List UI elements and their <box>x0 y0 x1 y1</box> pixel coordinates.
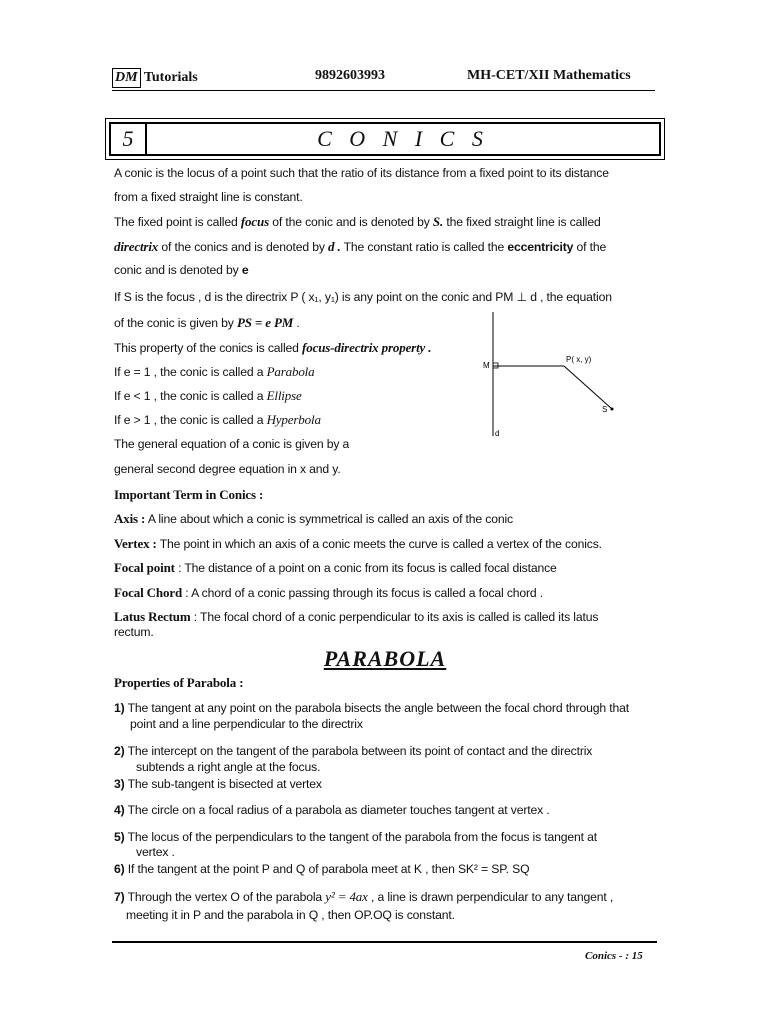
focus-point <box>611 408 614 411</box>
intro-line: If e > 1 , the conic is called a Hyperbola <box>114 412 321 427</box>
property-1: 1) The tangent at any point on the parabola bisects the angle between the focal chord through that <box>114 701 629 715</box>
property-5-cont: vertex . <box>136 845 175 859</box>
intro-line: directrix of the conics and is denoted by d . The constant ratio is called the eccentricity of the <box>114 239 607 254</box>
term-vertex: Vertex : The point in which an axis of a conic meets the curve is called a vertex of the conics. <box>114 536 602 551</box>
intro-line: of the conic is given by PS = e PM . <box>114 315 300 330</box>
intro-line: conic and is denoted by e <box>114 263 249 277</box>
label-p: P( x, y) <box>566 355 592 364</box>
property-7: 7) Through the vertex O of the parabola y² = 4ax , a line is drawn perpendicular to any tangent , <box>114 889 614 904</box>
intro-line: general second degree equation in x and y. <box>114 462 341 476</box>
label-d: d <box>495 429 500 438</box>
dm-logo: DM <box>112 68 141 88</box>
intro-line: The fixed point is called focus of the conic and is denoted by S. the fixed straight line is called <box>114 214 601 229</box>
parabola-title: PARABOLA <box>323 646 447 671</box>
intro-line: This property of the conics is called focus-directrix property . <box>114 340 432 355</box>
term-latus-rectum-cont: rectum. <box>114 625 154 639</box>
parabola-properties-heading: Properties of Parabola : <box>114 675 244 690</box>
header-org: Tutorials <box>143 70 198 85</box>
page-footer: Conics - : 15 <box>585 950 643 962</box>
chapter-number: 5 <box>111 124 147 154</box>
term-focal-point: Focal point : The distance of a point on a conic from its focus is called focal distance <box>114 560 557 575</box>
terms-heading: Important Term in Conics : <box>114 487 264 502</box>
property-3: 3) The sub-tangent is bisected at vertex <box>114 777 322 791</box>
intro-line: If S is the focus , d is the directrix P ( x₁, y₁) is any point on the conic and PM ⊥ d , the equation <box>114 290 612 304</box>
footer-rule <box>112 941 657 943</box>
intro-line: The general equation of a conic is given by a <box>114 437 350 451</box>
label-m: M <box>483 361 490 370</box>
property-7-cont: meeting it in P and the parabola in Q , then OP.OQ is constant. <box>126 908 455 922</box>
ps-segment <box>564 366 612 409</box>
property-5: 5) The locus of the perpendiculars to the tangent of the parabola from the focus is tangent at <box>114 830 597 844</box>
intro-line: If e < 1 , the conic is called a Ellipse <box>114 388 302 403</box>
header-phone: 9892603993 <box>315 68 385 83</box>
term-focal-chord: Focal Chord : A chord of a conic passing through its focus is called a focal chord . <box>114 585 544 600</box>
header-course: MH-CET/XII Mathematics <box>467 68 631 83</box>
property-4: 4) The circle on a focal radius of a parabola as diameter touches tangent at vertex . <box>114 803 550 817</box>
chapter-title: C O N I C S <box>317 126 489 151</box>
focus-directrix-figure <box>478 308 628 442</box>
intro-line: A conic is the locus of a point such that the ratio of its distance from a fixed point to its distance <box>114 166 609 180</box>
term-axis: Axis : A line about which a conic is symmetrical is called an axis of the conic <box>114 511 513 526</box>
term-latus-rectum: Latus Rectum : The focal chord of a conic perpendicular to its axis is called is called its latus <box>114 609 599 624</box>
property-2-cont: subtends a right angle at the focus. <box>136 760 321 774</box>
label-s: S <box>602 405 608 414</box>
property-2: 2) The intercept on the tangent of the parabola between its point of contact and the directrix <box>114 744 593 758</box>
page-header <box>112 68 654 90</box>
intro-line: If e = 1 , the conic is called a Parabola <box>114 364 315 379</box>
property-6: 6) If the tangent at the point P and Q of parabola meet at K , then SK² = SP. SQ <box>114 862 530 876</box>
intro-line: from a fixed straight line is constant. <box>114 190 303 204</box>
header-rule <box>112 90 655 91</box>
chapter-banner <box>105 118 665 160</box>
property-1-cont: point and a line perpendicular to the directrix <box>130 717 363 731</box>
